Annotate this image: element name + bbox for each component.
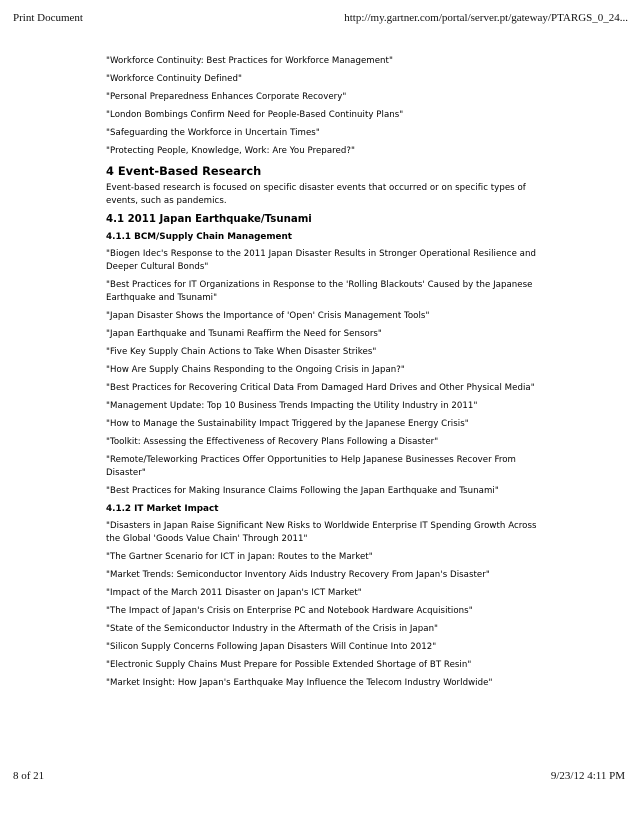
list-item: "London Bombings Confirm Need for People-Based Continuity Plans": [106, 110, 404, 120]
list-item: "How Are Supply Chains Responding to the Ongoing Crisis in Japan?": [106, 365, 405, 375]
document-body: [106, 55, 544, 695]
list-item: "Biogen Idec's Response to the 2011 Japan Disaster Results in Stronger Operational Resilience and Deeper Cultural Bonds": [106, 249, 537, 272]
list-item: "Workforce Continuity Defined": [106, 74, 242, 84]
list-item: "Protecting People, Knowledge, Work: Are You Prepared?": [106, 146, 355, 156]
subsection-heading-it-market-impact: 4.1.2 IT Market Impact: [106, 504, 219, 514]
list-item: "The Impact of Japan's Crisis on Enterprise PC and Notebook Hardware Acquisitions": [106, 606, 473, 616]
section-heading-japan-earthquake: 4.1 2011 Japan Earthquake/Tsunami: [106, 214, 312, 225]
print-title: Print Document: [13, 12, 83, 24]
list-item: "Management Update: Top 10 Business Trends Impacting the Utility Industry in 2011": [106, 401, 478, 411]
list-item: "Market Insight: How Japan's Earthquake May Influence the Telecom Industry Worldwide": [106, 678, 493, 688]
list-item: "Silicon Supply Concerns Following Japan Disasters Will Continue Into 2012": [106, 642, 437, 652]
list-item: "Market Trends: Semiconductor Inventory Aids Industry Recovery From Japan's Disaster": [106, 570, 490, 580]
list-item: "Impact of the March 2011 Disaster on Japan's ICT Market": [106, 588, 362, 598]
print-header: [0, 12, 638, 28]
list-item: "Japan Disaster Shows the Importance of 'Open' Crisis Management Tools": [106, 311, 430, 321]
section-intro: Event-based research is focused on specific disaster events that occurred or on specific types of events, such as pandemics.: [106, 183, 526, 206]
list-item: "Toolkit: Assessing the Effectiveness of Recovery Plans Following a Disaster": [106, 437, 439, 447]
list-item: "Electronic Supply Chains Must Prepare for Possible Extended Shortage of BT Resin": [106, 660, 472, 670]
list-item: "Best Practices for Making Insurance Claims Following the Japan Earthquake and Tsunami": [106, 486, 499, 496]
section-heading-event-based-research: 4 Event-Based Research: [106, 164, 262, 178]
list-item: "State of the Semiconductor Industry in the Aftermath of the Crisis in Japan": [106, 624, 439, 634]
list-item: "Workforce Continuity: Best Practices for Workforce Management": [106, 56, 393, 66]
print-footer: [0, 770, 638, 786]
page-number: 8 of 21: [13, 770, 45, 782]
list-item: "Best Practices for IT Organizations in Response to the 'Rolling Blackouts' Caused by the Japanese Earthquake and Tsunami": [106, 280, 533, 303]
bcm-list: [106, 248, 544, 498]
list-item: "Disasters in Japan Raise Significant New Risks to Worldwide Enterprise IT Spending Growth Across the Global 'Goods Value Chain' Through 2011": [106, 521, 537, 544]
list-item: "How to Manage the Sustainability Impact Triggered by the Japanese Energy Crisis": [106, 419, 469, 429]
list-item: "Personal Preparedness Enhances Corporate Recovery": [106, 92, 347, 102]
list-item: "Five Key Supply Chain Actions to Take When Disaster Strikes": [106, 347, 377, 357]
subsection-heading-bcm-supply-chain: 4.1.1 BCM/Supply Chain Management: [106, 232, 292, 242]
it-market-list: [106, 520, 544, 690]
list-item: "Japan Earthquake and Tsunami Reaffirm the Need for Sensors": [106, 329, 382, 339]
list-item: "Best Practices for Recovering Critical Data From Damaged Hard Drives and Other Physical Media": [106, 383, 535, 393]
list-item: "Remote/Teleworking Practices Offer Opportunities to Help Japanese Businesses Recover From Disaster": [106, 455, 516, 478]
list-item: "Safeguarding the Workforce in Uncertain Times": [106, 128, 320, 138]
list-item: "The Gartner Scenario for ICT in Japan: Routes to the Market": [106, 552, 373, 562]
page-url: http://my.gartner.com/portal/server.pt/gateway/PTARGS_0_24...: [344, 12, 628, 24]
workforce-list: [106, 55, 544, 158]
print-datetime: 9/23/12 4:11 PM: [550, 770, 625, 782]
